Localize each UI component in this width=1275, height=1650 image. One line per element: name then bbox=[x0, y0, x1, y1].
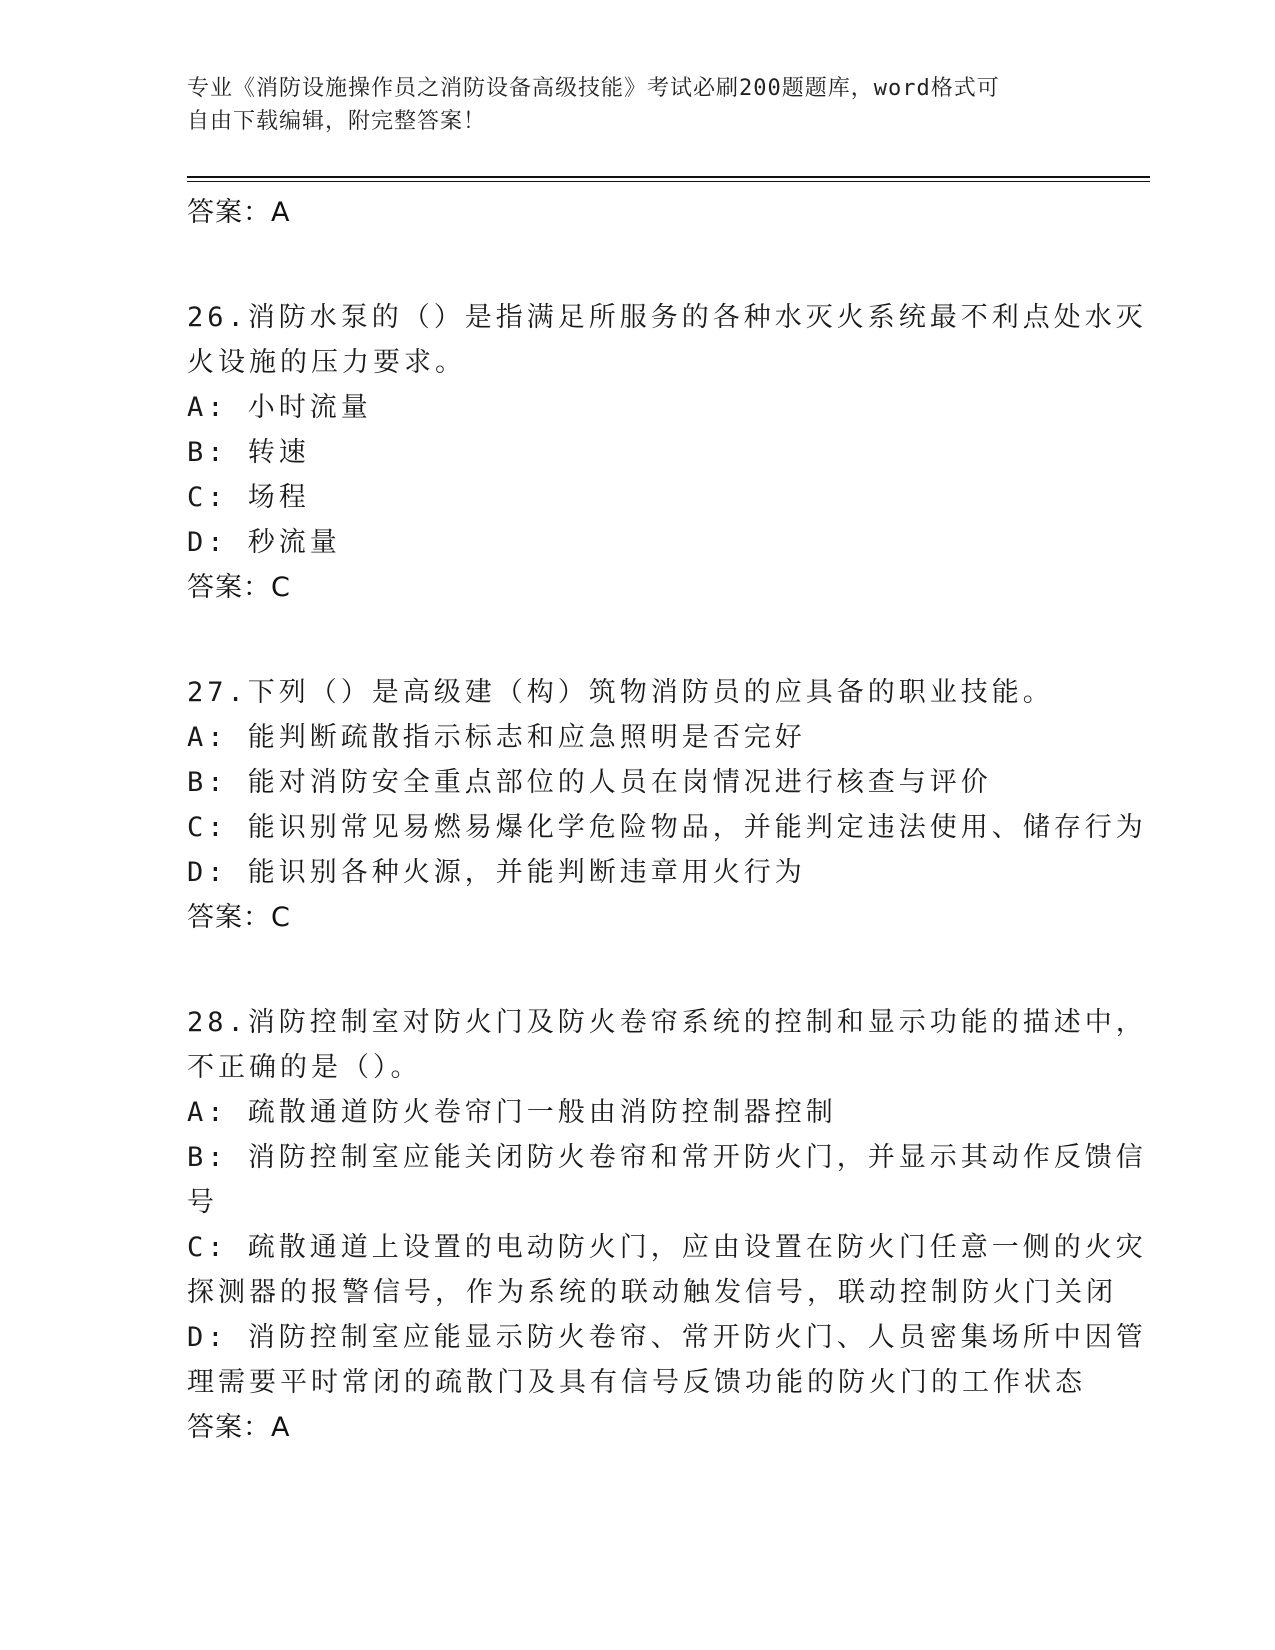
option-b: B: 能对消防安全重点部位的人员在岗情况进行核查与评价 bbox=[187, 767, 992, 798]
question-text: 28.消防控制室对防火门及防火卷帘系统的控制和显示功能的描述中， bbox=[187, 1007, 1147, 1038]
header-line-2: 自由下载编辑，附完整答案！ bbox=[187, 109, 487, 134]
question-text: 不正确的是（）。 bbox=[187, 1052, 422, 1083]
option-a: A: 能判断疏散指示标志和应急照明是否完好 bbox=[187, 722, 806, 753]
header-line-1: 专业《消防设施操作员之消防设备高级技能》考试必刷200题题库，word格式可 bbox=[187, 76, 1000, 101]
option-d: D: 能识别各种火源，并能判断违章用火行为 bbox=[187, 857, 806, 888]
option-b: B: 消防控制室应能关闭防火卷帘和常开防火门，并显示其动作反馈信 bbox=[187, 1142, 1147, 1173]
option-c: C: 能识别常见易燃易爆化学危险物品，并能判定违法使用、储存行为 bbox=[187, 812, 1147, 843]
option-c-cont: 探测器的报警信号，作为系统的联动触发信号，联动控制防火门关闭 bbox=[187, 1277, 1117, 1308]
option-a: A: 疏散通道防火卷帘门一般由消防控制器控制 bbox=[187, 1097, 837, 1128]
question-26 bbox=[187, 295, 1147, 610]
question-28 bbox=[187, 1000, 1147, 1450]
answer-line: 答案：A bbox=[187, 1412, 291, 1443]
question-27 bbox=[187, 670, 1147, 940]
option-c: C: 疏散通道上设置的电动防火门，应由设置在防火门任意一侧的火灾 bbox=[187, 1232, 1147, 1263]
answer-line: 答案：C bbox=[187, 572, 291, 603]
option-d: D: 秒流量 bbox=[187, 527, 341, 558]
question-text: 26.消防水泵的（）是指满足所服务的各种水灭火系统最不利点处水灭 bbox=[187, 302, 1147, 333]
option-c: C: 场程 bbox=[187, 482, 310, 513]
header-divider-thin bbox=[187, 181, 1150, 182]
question-text: 火设施的压力要求。 bbox=[187, 347, 466, 378]
spacer bbox=[187, 235, 1087, 295]
question-list bbox=[187, 190, 1147, 1450]
answer-line: 答案：A bbox=[187, 197, 291, 228]
option-b-cont: 号 bbox=[187, 1187, 218, 1218]
header-divider bbox=[187, 176, 1150, 178]
question-text: 27.下列（）是高级建（构）筑物消防员的应具备的职业技能。 bbox=[187, 677, 1054, 708]
spacer bbox=[187, 610, 1087, 670]
option-b: B: 转速 bbox=[187, 437, 310, 468]
answer-line: 答案：C bbox=[187, 902, 291, 933]
spacer bbox=[187, 940, 1087, 1000]
option-d: D: 消防控制室应能显示防火卷帘、常开防火门、人员密集场所中因管 bbox=[187, 1322, 1147, 1353]
option-d-cont: 理需要平时常闭的疏散门及具有信号反馈功能的防火门的工作状态 bbox=[187, 1367, 1086, 1398]
option-a: A: 小时流量 bbox=[187, 392, 372, 423]
document-header bbox=[187, 72, 1067, 138]
